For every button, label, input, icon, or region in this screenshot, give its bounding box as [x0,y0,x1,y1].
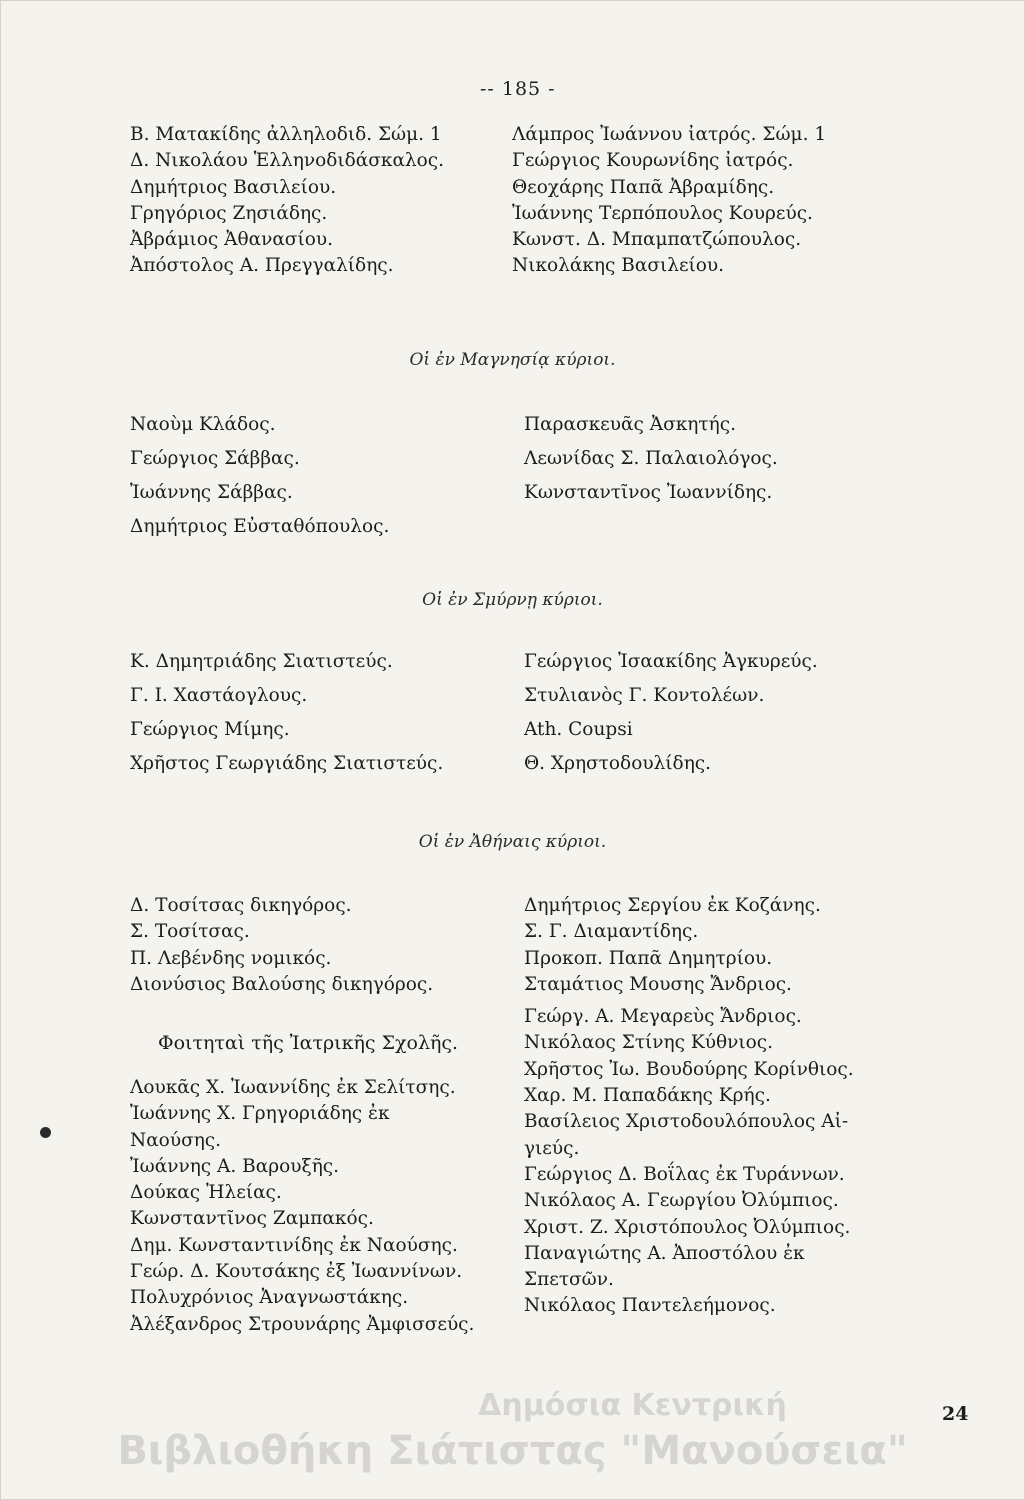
entry-line: Γεώργιος Μίμης. [130,719,290,740]
medical-students-column [130,1075,474,1338]
entry-line: Πολυχρόνιος Ἀναγνωστάκης. [130,1287,409,1309]
entry-line: Κ. Δημητριάδης Σιατιστεύς. [130,651,393,672]
entry-line: Ναοὺμ Κλάδος. [130,414,276,435]
entry-line: Γεώρ. Δ. Κουτσάκης ἐξ Ἰωαννίνων. [130,1261,463,1283]
entry-line: Δημήτριος Εὐσταθόπουλος. [130,516,390,537]
entry-line: Ἀπόστολος Α. Πρεγγαλίδης. [130,255,394,277]
entry-line: Στυλιανὸς Γ. Κοντολέων. [524,685,765,706]
entry-line: Χριστ. Ζ. Χριστόπουλος Ὀλύμπιος. [524,1216,851,1238]
entry-line: Παναγιώτης Α. Ἀποστόλου ἐκ [524,1242,805,1264]
entry-line: Λάμπρος Ἰωάννου ἰατρός. Σώμ. 1 [512,124,827,145]
entry-line: Β. Ματακίδης ἀλληλοδιδ. Σώμ. 1 [130,124,442,145]
entry-line: Ἀβράμιος Ἀθανασίου. [130,229,333,251]
entry-line: Παρασκευᾶς Ἀσκητής. [524,414,736,435]
page-number: -- 185 - [480,78,556,100]
entry-line: Θ. Χρηστοδουλίδης. [524,753,712,774]
entry-line: Χρῆστος Ἰω. Βουδούρης Κορίνθιος. [524,1058,854,1080]
entry-line: Γεώργιος Δ. Βοΐλας ἐκ Τυράννων. [524,1163,845,1185]
entry-line: Νικόλαος Α. Γεωργίου Ὀλύμπιος. [524,1190,839,1212]
entry-line: Γεώργιος Ἰσαακίδης Ἀγκυρεύς. [524,651,818,672]
entry-line: Θεοχάρης Παπᾶ Ἀβραμίδης. [512,176,775,198]
top-right-column [512,122,826,280]
entry-line: Γ. Ι. Χαστάογλους. [130,685,308,706]
entry-line: Ἰωάννης Τερπόπουλος Κουρεύς. [512,202,813,224]
entry-line: Γρηγόριος Ζησιάδης. [130,202,328,224]
entry-line: Π. Λεβένδης νομικός. [130,947,332,969]
entry-line: Ναούσης. [130,1129,222,1151]
entry-line: Ἀλέξανδρος Στρουνάρης Ἀμφισσεύς. [130,1313,475,1335]
entry-line: Σταμάτιος Μουσης Ἄνδριος. [524,973,792,995]
entry-line: γιεύς. [524,1137,580,1159]
entry-line: Κωνσταντῖνος Ἰωαννίδης. [524,482,773,503]
entry-line: Σπετσῶν. [524,1269,614,1291]
entry-line: Ἰωάννης Σάββας. [130,482,293,503]
entry-line: Γεώργιος Κουρωνίδης ἰατρός. [512,150,794,172]
entry-line: Λουκᾶς Χ. Ἰωαννίδης ἐκ Σελίτσης. [130,1077,456,1098]
entry-line: Δημήτριος Βασιλείου. [130,176,337,198]
entry-line: Ἰωάννης Χ. Γρηγοριάδης ἐκ [130,1103,390,1125]
entry-line: Χρῆστος Γεωργιάδης Σιατιστεύς. [130,753,444,774]
watermark-line-2: Βιβλιοθήκη Σιάτιστας "Μανούσεια" [117,1428,908,1474]
entry-line: Ath. Coupsi [524,719,633,740]
entry-line: Δούκας Ἠλείας. [130,1182,282,1204]
entry-line: Ἰωάννης Α. Βαρουξῆς. [130,1155,340,1177]
entry-line: Δ. Τοσίτσας δικηγόρος. [130,895,352,916]
entry-line: Κωνσταντῖνος Ζαμπακός. [130,1208,374,1230]
signature-number: 24 [942,1403,969,1425]
entry-line: Νικόλαος Στίνης Κύθνιος. [524,1032,773,1054]
entry-line: Κωνστ. Δ. Μπαμπατζώπουλος. [512,229,802,251]
entry-line: Προκοπ. Παπᾶ Δημητρίου. [524,947,773,969]
athens-left-column [130,893,433,998]
entry-line: Λεωνίδας Σ. Παλαιολόγος. [524,448,778,469]
watermark-line-1: Δημόσια Κεντρική [478,1388,787,1423]
entry-line: Γεώργιος Σάββας. [130,448,300,469]
entry-line: Δημ. Κωνσταντινίδης ἐκ Ναούσης. [130,1234,458,1256]
entry-line: Σ. Γ. Διαμαντίδης. [524,921,699,943]
entry-line: Διονύσιος Βαλούσης δικηγόρος. [130,973,434,995]
smyrna-right-column [524,645,818,781]
entry-line: Σ. Τοσίτσας. [130,921,250,943]
entry-line: Νικολάκης Βασιλείου. [512,255,725,277]
subheading-medical-students: Φοιτηταὶ τῆς Ἰατρικῆς Σχολῆς. [158,1032,459,1054]
magnesia-left-column [130,408,389,544]
section-heading-smyrna: Οἱ ἐν Σμύρνῃ κύριοι. [422,590,603,610]
ink-blot [40,1127,51,1138]
entry-line: Δ. Νικολάου Ἑλληνοδιδάσκαλος. [130,150,445,172]
entry-line: Βασίλειος Χριστοδουλόπουλος Αἰ- [524,1111,849,1133]
entry-line: Νικόλαος Παντελεήμονος. [524,1295,776,1317]
entry-line: Γεώργ. Α. Μεγαρεὺς Ἄνδριος. [524,1006,802,1028]
top-left-column [130,122,444,280]
smyrna-left-column [130,645,443,781]
section-heading-athens: Οἱ ἐν Ἀθήναις κύριοι. [418,832,607,852]
athens-right-column [524,893,854,1320]
entry-line: Δημήτριος Σεργίου ἐκ Κοζάνης. [524,895,821,916]
section-heading-magnesia: Οἱ ἐν Μαγνησίᾳ κύριοι. [409,350,616,370]
entry-line: Χαρ. Μ. Παπαδάκης Κρής. [524,1085,771,1107]
magnesia-right-column [524,408,778,510]
